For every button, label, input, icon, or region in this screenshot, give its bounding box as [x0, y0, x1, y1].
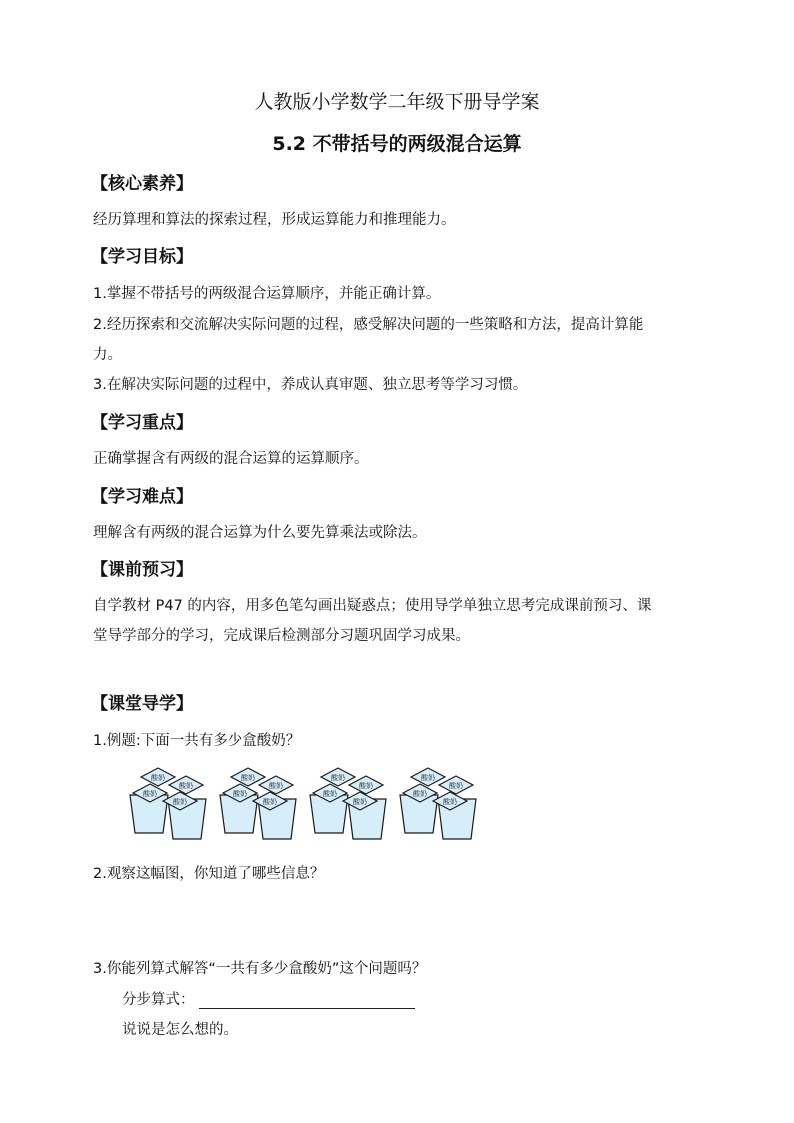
goal-item-2: 2.经历探索和交流解决实际问题的过程，感受解决问题的一些策略和方法，提高计算能: [93, 317, 644, 333]
yogurt-lid-label: 酸奶: [263, 798, 277, 806]
step-formula-blank[interactable]: [199, 994, 415, 1009]
question-2: 2.观察这幅图，你知道了哪些信息？: [93, 866, 325, 882]
goals-heading: 【学习目标】: [91, 247, 193, 267]
question-1: 1.例题:下面一共有多少盒酸奶？: [93, 733, 301, 749]
explain-prompt: 说说是怎么想的。: [122, 1022, 238, 1038]
question-3: 3.你能列算式解答“一共有多少盒酸奶”这个问题吗？: [93, 961, 427, 977]
focus-heading: 【学习重点】: [91, 413, 193, 433]
yogurt-lid-label: 酸奶: [359, 782, 373, 790]
yogurt-lid-label: 酸奶: [143, 790, 157, 798]
focus-text: 正确掌握含有两级的混合运算的运算顺序。: [93, 451, 369, 467]
yogurt-illustration: [128, 765, 478, 845]
yogurt-pack: [310, 768, 386, 839]
yogurt-lid-label: 酸奶: [413, 790, 427, 798]
yogurt-lid-label: 酸奶: [179, 782, 193, 790]
yogurt-lid-label: 酸奶: [323, 790, 337, 798]
difficulty-text: 理解含有两级的混合运算为什么要先算乘法或除法。: [93, 525, 427, 541]
difficulty-heading: 【学习难点】: [91, 487, 193, 507]
core-heading: 【核心素养】: [91, 174, 193, 194]
page-title: 人教版小学数学二年级下册导学案: [254, 91, 540, 113]
preview-line-1: 自学教材 P47 的内容，用多色笔勾画出疑惑点；使用导学单独立思考完成课前预习、课: [93, 598, 652, 614]
guide-heading: 【课堂导学】: [91, 694, 193, 714]
yogurt-packs-image: [128, 765, 478, 845]
core-text: 经历算理和算法的探索过程，形成运算能力和推理能力。: [93, 212, 456, 228]
yogurt-lid-label: 酸奶: [151, 774, 165, 782]
yogurt-lid-label: 酸奶: [173, 798, 187, 806]
preview-heading: 【课前预习】: [91, 560, 193, 580]
lesson-title: 5.2 不带括号的两级混合运算: [272, 133, 522, 155]
yogurt-pack: [220, 768, 296, 839]
goal-item-2-cont: 力。: [93, 347, 122, 363]
step-formula-row: [122, 988, 415, 1009]
step-formula-label: 分步算式：: [122, 992, 195, 1008]
yogurt-lid-label: 酸奶: [421, 774, 435, 782]
yogurt-lid-label: 酸奶: [269, 782, 283, 790]
yogurt-lid-label: 酸奶: [353, 798, 367, 806]
yogurt-lid-label: 酸奶: [241, 774, 255, 782]
goal-item-1: 1.掌握不带括号的两级混合运算顺序，并能正确计算。: [93, 286, 441, 302]
yogurt-lid-label: 酸奶: [233, 790, 247, 798]
goal-item-3: 3.在解决实际问题的过程中，养成认真审题、独立思考等学习习惯。: [93, 377, 528, 393]
yogurt-pack: [130, 768, 206, 839]
preview-line-2: 堂导学部分的学习，完成课后检测部分习题巩固学习成果。: [93, 628, 470, 644]
yogurt-pack: [400, 768, 476, 839]
yogurt-lid-label: 酸奶: [443, 798, 457, 806]
yogurt-lid-label: 酸奶: [449, 782, 463, 790]
yogurt-lid-label: 酸奶: [331, 774, 345, 782]
